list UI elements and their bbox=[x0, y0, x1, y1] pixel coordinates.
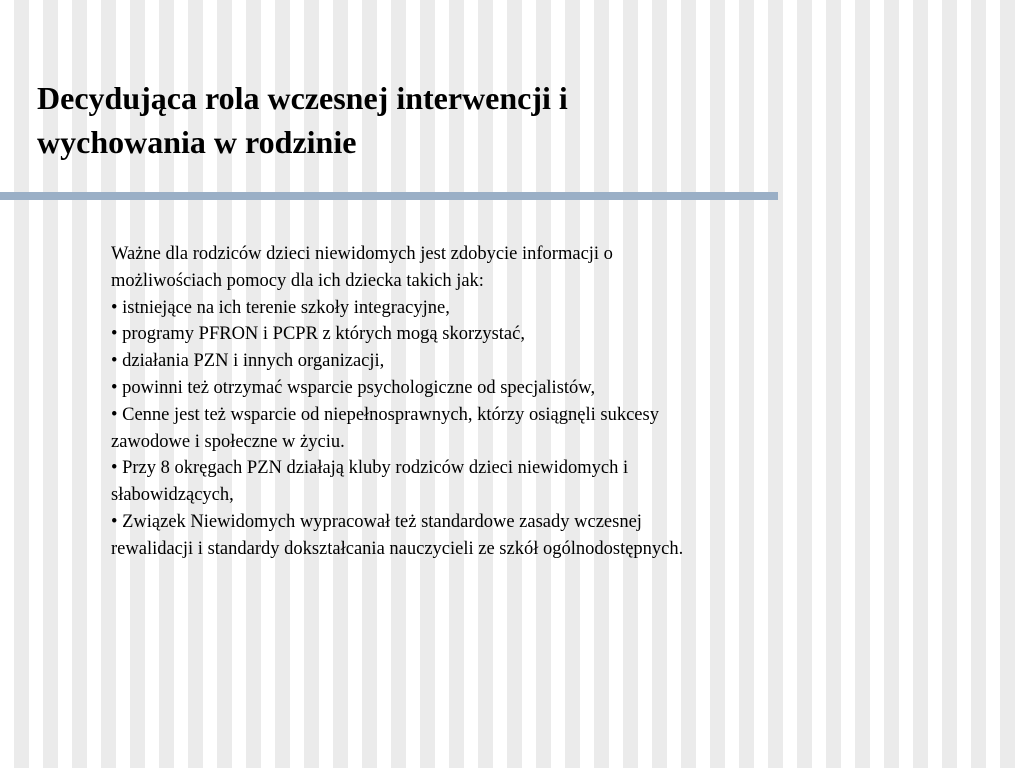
bullet-item: • istniejące na ich terenie szkoły integracyjne, bbox=[111, 297, 450, 318]
bullet-item: • Cenne jest też wsparcie od niepełnosprawnych, którzy osiągnęli sukcesy bbox=[111, 404, 659, 425]
bullet-item: • działania PZN i innych organizacji, bbox=[111, 351, 385, 372]
bullet-item: • programy PFRON i PCPR z których mogą skorzystać, bbox=[111, 324, 525, 345]
slide-title-line: wychowania w rodzinie bbox=[37, 124, 357, 160]
slide-title-line: Decydująca rola wczesnej interwencji i bbox=[37, 80, 568, 116]
title-divider bbox=[0, 192, 778, 200]
body-line-intro: Ważne dla rodziców dzieci niewidomych jest zdobycie informacji o bbox=[111, 244, 613, 264]
bullet-item: • Przy 8 okręgach PZN działają kluby rodziców dzieci niewidomych i bbox=[111, 458, 629, 479]
bullet-item-continuation: zawodowe i społeczne w życiu. bbox=[111, 431, 345, 452]
bullet-item: • powinni też otrzymać wsparcie psychologiczne od specjalistów, bbox=[111, 377, 596, 398]
slide-body bbox=[111, 241, 871, 563]
bullet-item-continuation: słabowidzących, bbox=[111, 485, 234, 506]
bullet-item: • Związek Niewidomych wypracował też standardowe zasady wczesnej bbox=[111, 511, 642, 532]
body-line-intro: możliwościach pomocy dla ich dziecka takich jak: bbox=[111, 270, 484, 291]
slide-title bbox=[37, 76, 757, 164]
bullet-item-continuation: rewalidacji i standardy dokształcania nauczycieli ze szkół ogólnodostępnych. bbox=[111, 538, 684, 559]
